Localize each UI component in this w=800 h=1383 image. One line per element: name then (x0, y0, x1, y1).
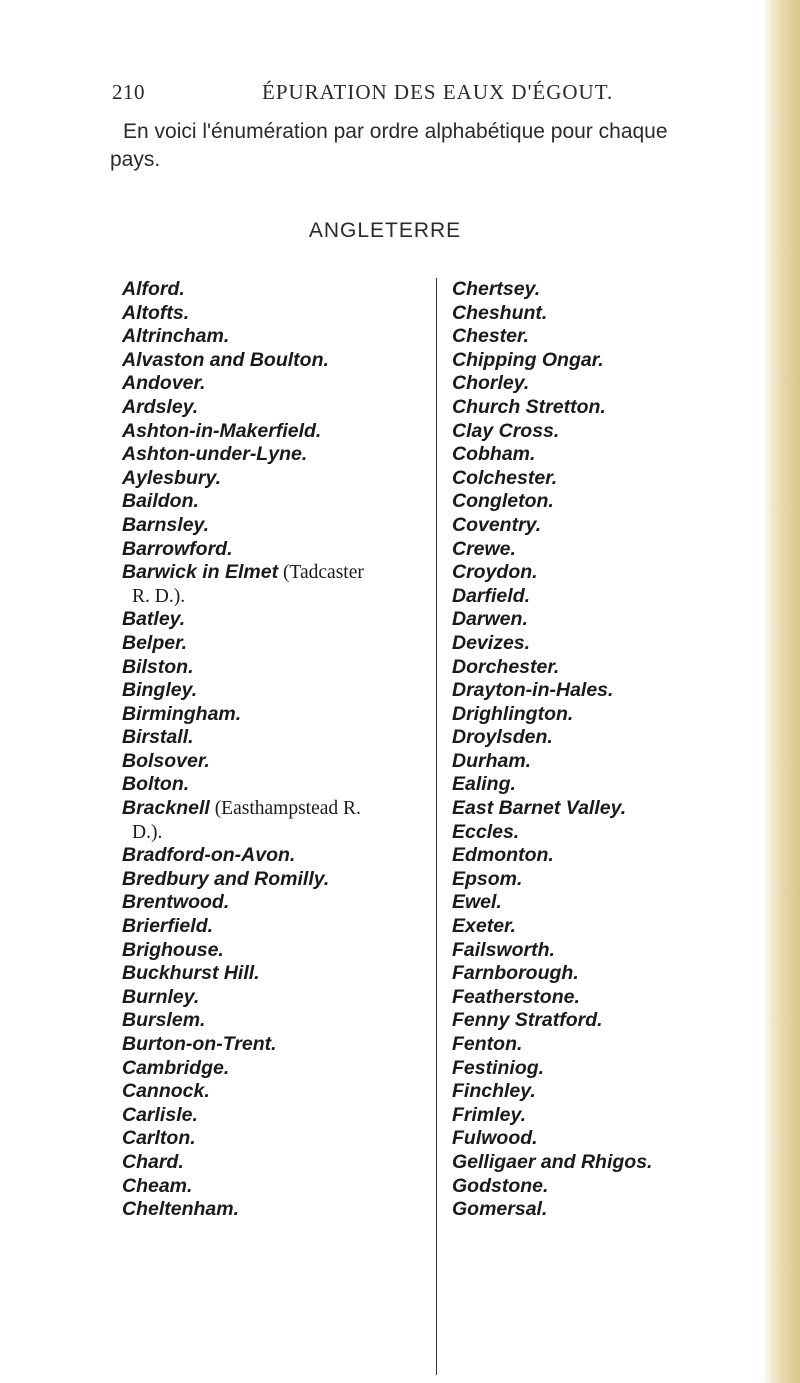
list-item: Bolsover. (122, 749, 210, 772)
list-item: Ashton-in-Makerfield. (122, 419, 322, 442)
intro-line-2: pays. (110, 148, 161, 171)
list-item: Dorchester. (452, 655, 560, 678)
list-item: Buckhurst Hill. (122, 962, 260, 985)
list-item: Durham. (452, 749, 532, 772)
list-item: Chard. (122, 1150, 184, 1173)
list-item: Epsom. (452, 867, 523, 890)
place-note-continuation: D.). (132, 821, 163, 843)
list-item: Bradford-on-Avon. (122, 844, 296, 867)
list-item: Burslem. (122, 1009, 206, 1032)
list-item: Cobham. (452, 443, 536, 466)
list-item: Bilston. (122, 655, 194, 678)
list-item: Brierfield. (122, 915, 214, 938)
list-item: Alford. (122, 278, 185, 300)
intro-paragraph (110, 118, 790, 174)
list-item: Chester. (452, 325, 529, 348)
list-item: Droylsden. (452, 726, 553, 749)
list-item: Bredbury and Romilly. (122, 867, 330, 890)
list-item: Chipping Ongar. (452, 348, 604, 371)
list-item: Drayton-in-Hales. (452, 679, 614, 702)
list-item: Barrowford. (122, 537, 233, 560)
list-item: Exeter. (452, 915, 516, 938)
list-item: Edmonton. (452, 844, 554, 867)
list-item: East Barnet Valley. (452, 797, 627, 820)
list-item: Devizes. (452, 631, 531, 654)
list-item: Cannock. (122, 1080, 210, 1103)
list-item: Brighouse. (122, 938, 224, 961)
list-item: Fenny Stratford. (452, 1009, 603, 1032)
list-item: Altrincham. (122, 325, 230, 348)
list-item: Gelligaer and Rhigos. (452, 1150, 653, 1173)
list-item: Clay Cross. (452, 419, 560, 442)
list-item: Carlton. (122, 1127, 196, 1150)
list-item: Godstone. (452, 1174, 549, 1197)
list-item: Crewe. (452, 537, 516, 560)
list-item: Frimley. (452, 1103, 527, 1126)
place-name: Bracknell (122, 797, 210, 820)
list-item: Gomersal. (452, 1198, 548, 1221)
list-item: Chertsey. (452, 278, 541, 300)
list-item: Failsworth. (452, 938, 555, 961)
intro-line-1: En voici l'énumération par ordre alphabétique pour chaque (123, 120, 668, 143)
list-item: Carlisle. (122, 1103, 198, 1126)
list-item: Ashton-under-Lyne. (122, 443, 308, 466)
left-column (122, 278, 422, 1222)
list-item: Featherstone. (452, 985, 580, 1008)
country-heading: ANGLETERRE (308, 219, 462, 242)
list-item: Cheam. (122, 1174, 193, 1197)
list-item: Ewel. (452, 891, 502, 914)
list-item: Belper. (122, 631, 188, 654)
list-item: Bingley. (122, 679, 198, 702)
list-item: Brentwood. (122, 891, 230, 914)
list-item: Baildon. (122, 490, 199, 513)
place-name: Barwick in Elmet (122, 561, 279, 584)
list-item: Eccles. (452, 820, 520, 843)
list-item: Darwen. (452, 608, 528, 631)
right-column (452, 278, 797, 1222)
page-number: 210 (112, 80, 145, 104)
list-item: Colchester. (452, 466, 558, 489)
list-item: Bolton. (122, 773, 190, 796)
place-note: (Tadcaster (278, 562, 364, 584)
list-item: Ealing. (452, 773, 516, 796)
list-item: Coventry. (452, 513, 542, 536)
list-item: Cheltenham. (122, 1198, 240, 1221)
list-item: Cheshunt. (452, 301, 548, 324)
list-item-bracknell (122, 797, 422, 844)
list-item: Festiniog. (452, 1056, 545, 1079)
list-item: Darfield. (452, 584, 531, 607)
list-item: Fulwood. (452, 1127, 538, 1150)
list-item: Fenton. (452, 1033, 523, 1055)
list-item: Chorley. (452, 372, 530, 395)
place-note: (Easthampstead R. (209, 798, 361, 820)
list-item: Croydon. (452, 561, 538, 584)
column-divider (436, 278, 437, 1375)
list-item: Aylesbury. (122, 466, 221, 489)
list-item: Farnborough. (452, 962, 579, 985)
list-item: Burnley. (122, 985, 200, 1008)
list-item: Batley. (122, 608, 186, 631)
list-item: Barnsley. (122, 513, 210, 536)
list-item-barwick (122, 561, 422, 608)
place-note-continuation: R. D.). (132, 585, 186, 607)
list-item: Congleton. (452, 490, 554, 513)
list-item: Cambridge. (122, 1056, 230, 1079)
list-item: Ardsley. (122, 395, 199, 418)
list-item: Drighlington. (452, 702, 574, 725)
list-item: Church Stretton. (452, 395, 606, 418)
list-item: Altofts. (122, 301, 190, 324)
list-item: Alvaston and Boulton. (122, 348, 329, 371)
running-header (112, 80, 632, 110)
list-item: Birstall. (122, 726, 194, 749)
list-item: Birmingham. (122, 702, 242, 725)
list-item: Burton-on-Trent. (122, 1033, 277, 1055)
list-item: Finchley. (452, 1080, 536, 1103)
running-title: ÉPURATION DES EAUX D'ÉGOUT. (262, 80, 614, 104)
list-item: Andover. (122, 372, 206, 395)
